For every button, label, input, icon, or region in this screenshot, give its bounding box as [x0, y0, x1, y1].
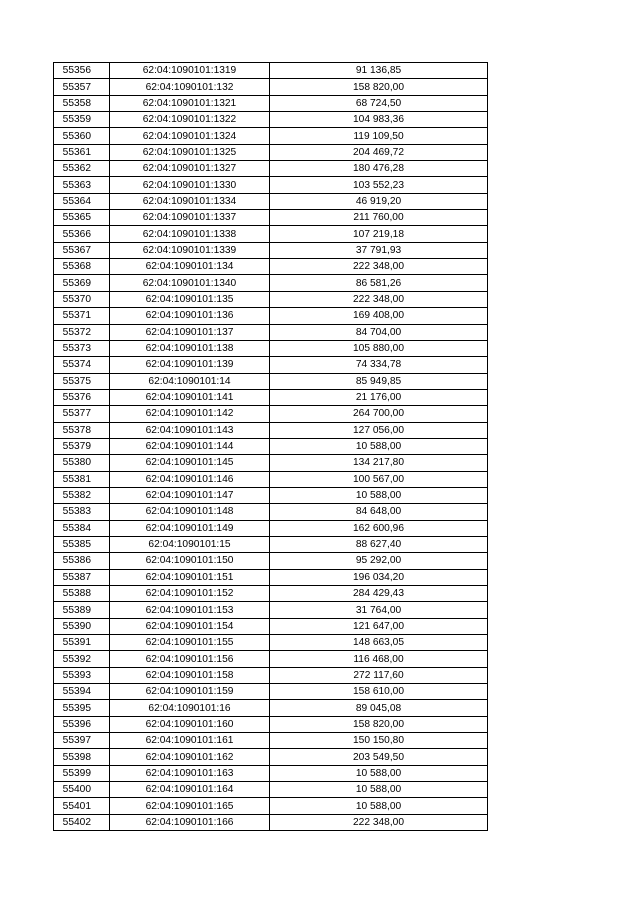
- cadastral-number-cell: 62:04:1090101:1322: [110, 112, 270, 128]
- cadastral-number-cell: 62:04:1090101:154: [110, 618, 270, 634]
- cadastral-number-cell: 62:04:1090101:156: [110, 651, 270, 667]
- row-number-cell: 55375: [54, 373, 110, 389]
- table-row: [54, 504, 488, 520]
- cadastral-value-cell: 169 408,00: [270, 308, 488, 324]
- table-row: [54, 814, 488, 830]
- row-number-cell: 55378: [54, 422, 110, 438]
- row-number-cell: 55394: [54, 684, 110, 700]
- cadastral-number-cell: 62:04:1090101:162: [110, 749, 270, 765]
- cadastral-number-cell: 62:04:1090101:146: [110, 471, 270, 487]
- cadastral-number-cell: 62:04:1090101:142: [110, 406, 270, 422]
- row-number-cell: 55396: [54, 716, 110, 732]
- row-number-cell: 55384: [54, 520, 110, 536]
- table-row: [54, 700, 488, 716]
- cadastral-value-cell: 89 045,08: [270, 700, 488, 716]
- row-number-cell: 55387: [54, 569, 110, 585]
- table-row: [54, 79, 488, 95]
- table-body: [54, 63, 488, 831]
- row-number-cell: 55385: [54, 536, 110, 552]
- table-row: [54, 520, 488, 536]
- cadastral-value-cell: 10 588,00: [270, 765, 488, 781]
- table-row: [54, 340, 488, 356]
- table-row: [54, 749, 488, 765]
- table-row: [54, 324, 488, 340]
- cadastral-number-cell: 62:04:1090101:1339: [110, 242, 270, 258]
- table-row: [54, 487, 488, 503]
- row-number-cell: 55370: [54, 291, 110, 307]
- cadastral-number-cell: 62:04:1090101:15: [110, 536, 270, 552]
- row-number-cell: 55365: [54, 210, 110, 226]
- cadastral-number-cell: 62:04:1090101:155: [110, 635, 270, 651]
- cadastral-number-cell: 62:04:1090101:132: [110, 79, 270, 95]
- cadastral-number-cell: 62:04:1090101:150: [110, 553, 270, 569]
- cadastral-number-cell: 62:04:1090101:1330: [110, 177, 270, 193]
- row-number-cell: 55373: [54, 340, 110, 356]
- cadastral-value-cell: 203 549,50: [270, 749, 488, 765]
- row-number-cell: 55360: [54, 128, 110, 144]
- row-number-cell: 55364: [54, 193, 110, 209]
- cadastral-number-cell: 62:04:1090101:16: [110, 700, 270, 716]
- cadastral-value-cell: 116 468,00: [270, 651, 488, 667]
- cadastral-number-cell: 62:04:1090101:163: [110, 765, 270, 781]
- table-row: [54, 128, 488, 144]
- cadastral-number-cell: 62:04:1090101:1319: [110, 63, 270, 79]
- cadastral-value-cell: 272 117,60: [270, 667, 488, 683]
- cadastral-value-cell: 85 949,85: [270, 373, 488, 389]
- row-number-cell: 55366: [54, 226, 110, 242]
- row-number-cell: 55382: [54, 487, 110, 503]
- cadastral-value-cell: 180 476,28: [270, 161, 488, 177]
- cadastral-number-cell: 62:04:1090101:1337: [110, 210, 270, 226]
- cadastral-value-cell: 37 791,93: [270, 242, 488, 258]
- table-row: [54, 667, 488, 683]
- table-row: [54, 455, 488, 471]
- cadastral-number-cell: 62:04:1090101:144: [110, 438, 270, 454]
- table-row: [54, 357, 488, 373]
- table-row: [54, 602, 488, 618]
- cadastral-value-cell: 84 704,00: [270, 324, 488, 340]
- cadastral-number-cell: 62:04:1090101:134: [110, 259, 270, 275]
- row-number-cell: 55358: [54, 95, 110, 111]
- cadastral-value-cell: 104 983,36: [270, 112, 488, 128]
- cadastral-number-cell: 62:04:1090101:145: [110, 455, 270, 471]
- row-number-cell: 55395: [54, 700, 110, 716]
- row-number-cell: 55377: [54, 406, 110, 422]
- cadastral-value-cell: 204 469,72: [270, 144, 488, 160]
- row-number-cell: 55362: [54, 161, 110, 177]
- table-row: [54, 275, 488, 291]
- row-number-cell: 55379: [54, 438, 110, 454]
- table-row: [54, 618, 488, 634]
- cadastral-number-cell: 62:04:1090101:166: [110, 814, 270, 830]
- table-row: [54, 259, 488, 275]
- cadastral-value-cell: 121 647,00: [270, 618, 488, 634]
- table-row: [54, 144, 488, 160]
- cadastral-value-cell: 196 034,20: [270, 569, 488, 585]
- row-number-cell: 55398: [54, 749, 110, 765]
- cadastral-value-cell: 162 600,96: [270, 520, 488, 536]
- table-row: [54, 406, 488, 422]
- cadastral-number-cell: 62:04:1090101:137: [110, 324, 270, 340]
- row-number-cell: 55369: [54, 275, 110, 291]
- cadastral-number-cell: 62:04:1090101:152: [110, 586, 270, 602]
- cadastral-value-cell: 46 919,20: [270, 193, 488, 209]
- cadastral-value-cell: 264 700,00: [270, 406, 488, 422]
- cadastral-number-cell: 62:04:1090101:149: [110, 520, 270, 536]
- cadastral-number-cell: 62:04:1090101:1325: [110, 144, 270, 160]
- cadastral-value-cell: 222 348,00: [270, 259, 488, 275]
- cadastral-number-cell: 62:04:1090101:1334: [110, 193, 270, 209]
- row-number-cell: 55361: [54, 144, 110, 160]
- row-number-cell: 55393: [54, 667, 110, 683]
- row-number-cell: 55367: [54, 242, 110, 258]
- cadastral-number-cell: 62:04:1090101:158: [110, 667, 270, 683]
- cadastral-value-cell: 86 581,26: [270, 275, 488, 291]
- cadastral-value-cell: 211 760,00: [270, 210, 488, 226]
- cadastral-value-cell: 95 292,00: [270, 553, 488, 569]
- cadastral-number-cell: 62:04:1090101:147: [110, 487, 270, 503]
- cadastral-value-cell: 21 176,00: [270, 389, 488, 405]
- cadastral-value-cell: 91 136,85: [270, 63, 488, 79]
- cadastral-value-cell: 10 588,00: [270, 438, 488, 454]
- cadastral-number-cell: 62:04:1090101:14: [110, 373, 270, 389]
- row-number-cell: 55402: [54, 814, 110, 830]
- row-number-cell: 55390: [54, 618, 110, 634]
- cadastral-number-cell: 62:04:1090101:164: [110, 782, 270, 798]
- cadastral-value-cell: 127 056,00: [270, 422, 488, 438]
- row-number-cell: 55371: [54, 308, 110, 324]
- table-row: [54, 553, 488, 569]
- cadastral-number-cell: 62:04:1090101:136: [110, 308, 270, 324]
- table-row: [54, 95, 488, 111]
- row-number-cell: 55356: [54, 63, 110, 79]
- row-number-cell: 55374: [54, 357, 110, 373]
- cadastral-number-cell: 62:04:1090101:160: [110, 716, 270, 732]
- cadastral-value-cell: 84 648,00: [270, 504, 488, 520]
- document-page: [53, 62, 487, 831]
- cadastral-number-cell: 62:04:1090101:1327: [110, 161, 270, 177]
- table-row: [54, 308, 488, 324]
- cadastral-value-cell: 103 552,23: [270, 177, 488, 193]
- row-number-cell: 55363: [54, 177, 110, 193]
- cadastral-value-table: [53, 62, 488, 831]
- row-number-cell: 55397: [54, 733, 110, 749]
- row-number-cell: 55376: [54, 389, 110, 405]
- row-number-cell: 55392: [54, 651, 110, 667]
- row-number-cell: 55357: [54, 79, 110, 95]
- cadastral-number-cell: 62:04:1090101:1321: [110, 95, 270, 111]
- table-row: [54, 242, 488, 258]
- cadastral-value-cell: 158 820,00: [270, 79, 488, 95]
- cadastral-value-cell: 100 567,00: [270, 471, 488, 487]
- cadastral-value-cell: 105 880,00: [270, 340, 488, 356]
- cadastral-number-cell: 62:04:1090101:138: [110, 340, 270, 356]
- cadastral-value-cell: 134 217,80: [270, 455, 488, 471]
- table-row: [54, 210, 488, 226]
- cadastral-number-cell: 62:04:1090101:1324: [110, 128, 270, 144]
- table-row: [54, 586, 488, 602]
- table-row: [54, 471, 488, 487]
- row-number-cell: 55386: [54, 553, 110, 569]
- table-row: [54, 569, 488, 585]
- cadastral-value-cell: 10 588,00: [270, 798, 488, 814]
- row-number-cell: 55383: [54, 504, 110, 520]
- cadastral-value-cell: 222 348,00: [270, 814, 488, 830]
- cadastral-value-cell: 107 219,18: [270, 226, 488, 242]
- table-row: [54, 112, 488, 128]
- table-row: [54, 536, 488, 552]
- cadastral-number-cell: 62:04:1090101:151: [110, 569, 270, 585]
- table-row: [54, 291, 488, 307]
- table-row: [54, 438, 488, 454]
- table-row: [54, 193, 488, 209]
- cadastral-number-cell: 62:04:1090101:159: [110, 684, 270, 700]
- cadastral-value-cell: 88 627,40: [270, 536, 488, 552]
- cadastral-number-cell: 62:04:1090101:135: [110, 291, 270, 307]
- cadastral-value-cell: 222 348,00: [270, 291, 488, 307]
- table-row: [54, 798, 488, 814]
- cadastral-number-cell: 62:04:1090101:153: [110, 602, 270, 618]
- row-number-cell: 55372: [54, 324, 110, 340]
- cadastral-number-cell: 62:04:1090101:161: [110, 733, 270, 749]
- cadastral-number-cell: 62:04:1090101:165: [110, 798, 270, 814]
- cadastral-number-cell: 62:04:1090101:148: [110, 504, 270, 520]
- table-row: [54, 373, 488, 389]
- table-row: [54, 422, 488, 438]
- table-row: [54, 651, 488, 667]
- table-row: [54, 733, 488, 749]
- table-row: [54, 226, 488, 242]
- row-number-cell: 55391: [54, 635, 110, 651]
- cadastral-value-cell: 68 724,50: [270, 95, 488, 111]
- cadastral-value-cell: 148 663,05: [270, 635, 488, 651]
- row-number-cell: 55401: [54, 798, 110, 814]
- row-number-cell: 55399: [54, 765, 110, 781]
- cadastral-value-cell: 158 610,00: [270, 684, 488, 700]
- row-number-cell: 55359: [54, 112, 110, 128]
- cadastral-value-cell: 150 150,80: [270, 733, 488, 749]
- cadastral-number-cell: 62:04:1090101:143: [110, 422, 270, 438]
- table-row: [54, 177, 488, 193]
- table-row: [54, 716, 488, 732]
- table-row: [54, 765, 488, 781]
- table-row: [54, 635, 488, 651]
- row-number-cell: 55388: [54, 586, 110, 602]
- cadastral-value-cell: 158 820,00: [270, 716, 488, 732]
- row-number-cell: 55380: [54, 455, 110, 471]
- cadastral-number-cell: 62:04:1090101:141: [110, 389, 270, 405]
- row-number-cell: 55389: [54, 602, 110, 618]
- cadastral-value-cell: 31 764,00: [270, 602, 488, 618]
- table-row: [54, 63, 488, 79]
- cadastral-value-cell: 119 109,50: [270, 128, 488, 144]
- table-row: [54, 782, 488, 798]
- cadastral-value-cell: 10 588,00: [270, 782, 488, 798]
- cadastral-number-cell: 62:04:1090101:1340: [110, 275, 270, 291]
- row-number-cell: 55368: [54, 259, 110, 275]
- cadastral-number-cell: 62:04:1090101:1338: [110, 226, 270, 242]
- cadastral-value-cell: 10 588,00: [270, 487, 488, 503]
- cadastral-value-cell: 74 334,78: [270, 357, 488, 373]
- row-number-cell: 55400: [54, 782, 110, 798]
- cadastral-value-cell: 284 429,43: [270, 586, 488, 602]
- table-row: [54, 161, 488, 177]
- row-number-cell: 55381: [54, 471, 110, 487]
- table-row: [54, 684, 488, 700]
- cadastral-number-cell: 62:04:1090101:139: [110, 357, 270, 373]
- table-row: [54, 389, 488, 405]
